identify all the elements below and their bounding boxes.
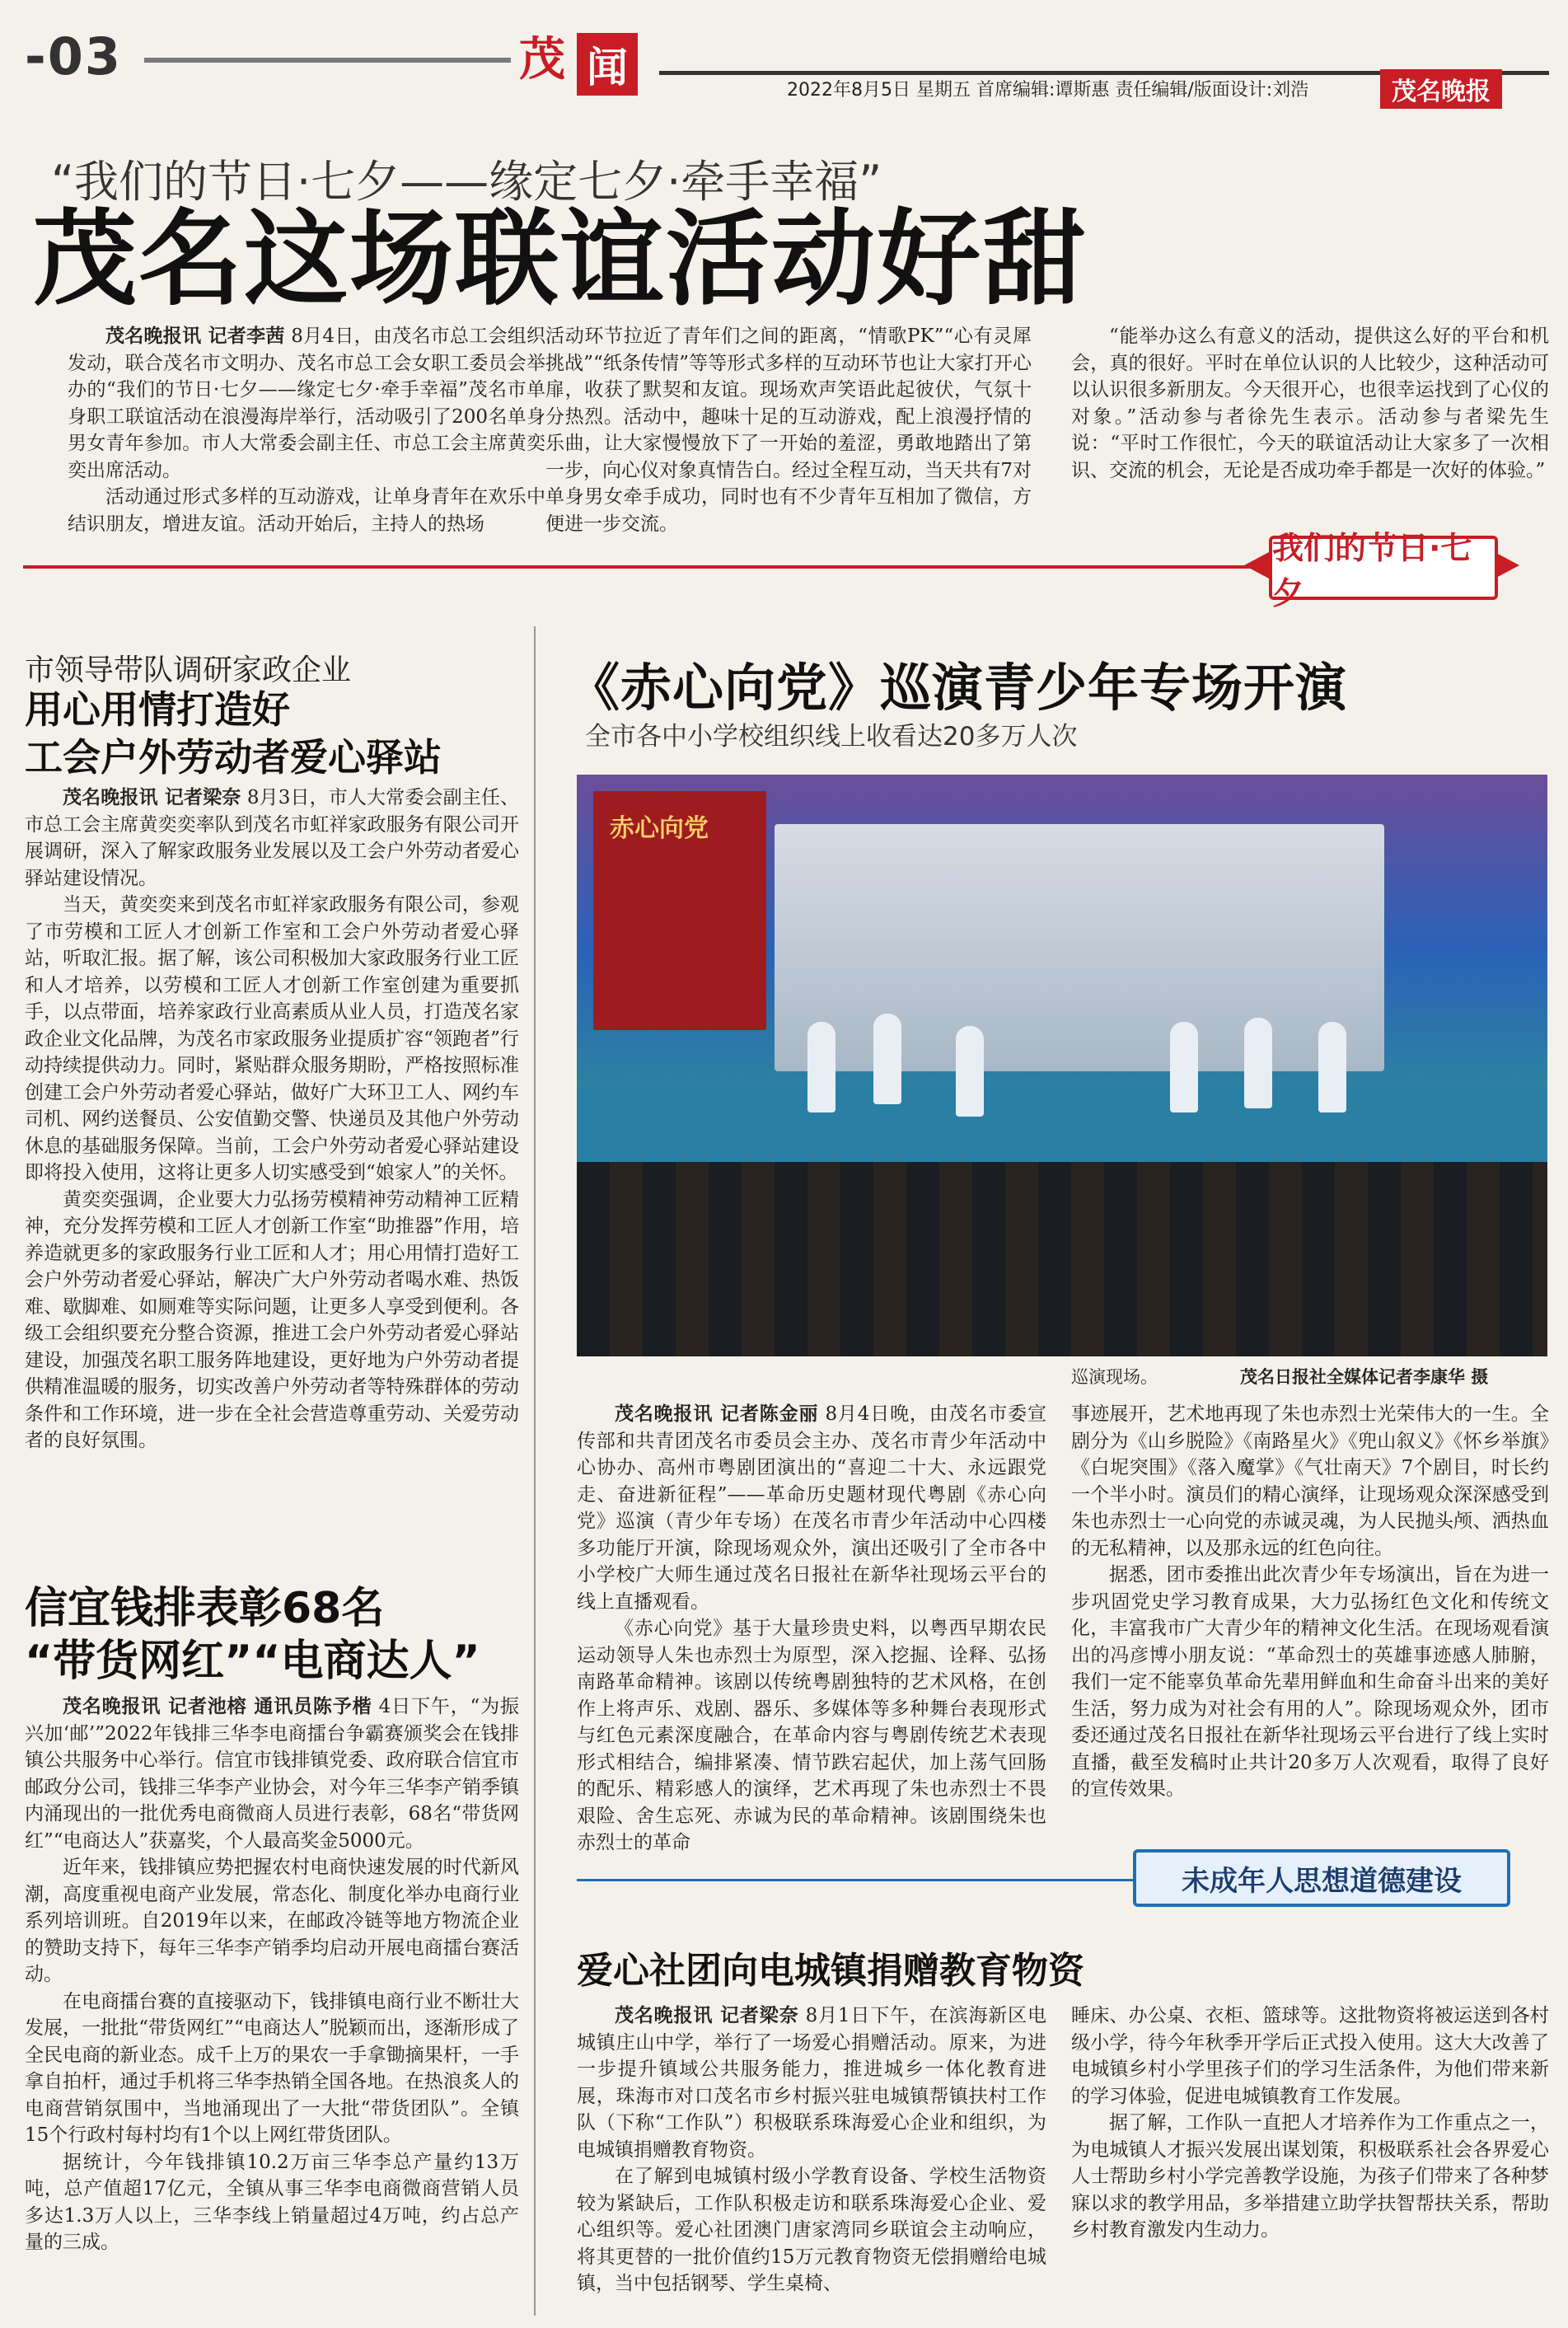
qixi-badge xyxy=(1236,518,1524,611)
lead-divider-rule xyxy=(23,565,1251,569)
left1-byline: 茂名晚报讯 记者梁奈 xyxy=(63,787,241,808)
left2-p2: 近年来，钱排镇应势把握农村电商快速发展的时代新风潮，高度重视电商产业发展，常态化、制度化举办电商行业系列培训班。自2019年以来，在邮政冷链等地方物流企业的赞助支持下，每年三华李产销季均启动开展电商擂台赛活动。 xyxy=(25,1857,519,1985)
left1-p2: 当天，黄奕奕来到茂名市虹祥家政服务有限公司，参观了市劳模和工匠人才创新工作室和工会户外劳动者爱心驿站，听取汇报。据了解，该公司积极加大家政服务行业工匠和人才培养，以劳模和工匠人才创新工作室创建为重要抓手，以点带面，培养家政行业高素质从业人员，打造茂名家政企业文化品牌，为茂名市家政服务业提质扩容“领跑者”行动持续提供动力。同时，紧贴群众服务期盼，严格按照标准创建工会户外劳动者爱心驿站，做好广大环卫工人、网约车司机、网约送餐员、公安值勤交警、快递员及其他户外劳动休息的基础服务保障。当前，工会户外劳动者爱心驿站建设即将投入使用，这将让更多人切实感受到“娘家人”的关怀。 xyxy=(25,894,519,1183)
left2-headline-line1: 信宜钱排表彰68名 xyxy=(25,1584,385,1633)
photo-dancer xyxy=(1244,1018,1272,1108)
right1-p4: 据悉，团市委推出此次青少年专场演出，旨在为进一步巩固党史学习教育成果，大力弘扬红色文化和传统文化，丰富我市广大青少年的精神文化生活。在现场观看演出的冯彦博小朋友说：“革命烈士的英雄事迹感人肺腑，我们一定不能辜负革命先辈用鲜血和生命奋斗出来的美好生活，努力成为对社会有用的人”。除现场观众外，团市委还通过茂名日报社在新华社现场云平台进行了线上实时直播，截至发稿时止共计20多万人次观看，取得了良好的宣传效果。 xyxy=(1071,1564,1549,1800)
photo-red-banner xyxy=(593,791,766,1030)
right2-column-1 xyxy=(577,2002,1046,2298)
left2-body xyxy=(25,1693,519,2256)
right2-p2: 在了解到电城镇村级小学教育设备、学校生活物资较为紧缺后，工作队积极走访和联系珠海爱心企业、爱心组织等。爱心社团澳门唐家湾同乡联谊会主动响应，将其更替的一批价值约15万元教育物资无偿捐赠给电城镇，当中包括钢琴、学生桌椅、 xyxy=(577,2166,1046,2294)
lead-column-2 xyxy=(545,323,1032,537)
right2-p3: 睡床、办公桌、衣柜、篮球等。这批物资将被运送到各村级小学，待今年秋季开学后正式投入使用。这大大改善了电城镇乡村小学里孩子们的学习生活条件，为他们带来新的学习体验，促进电城镇教育工作发展。 xyxy=(1071,2005,1549,2107)
page-number: -03 xyxy=(25,26,123,87)
lead-column-1 xyxy=(68,323,545,537)
lead-col1-p2: 活动通过形式多样的互动游戏，让单身青年在欢乐中结识朋友，增进友谊。活动开始后，主持人的热场 xyxy=(68,486,545,535)
left2-p3: 在电商擂台赛的直接驱动下，钱排镇电商行业不断壮大发展，一批批“带货网红”“电商达人”脱颖而出，逐渐形成了全民电商的新业态。成千上万的果农一手拿锄摘果杆，一手拿自拍杆，通过手机将三华李热销全国各地。在热浪炙人的电商营销氛围中，当地涌现出了一大批“带货团队”。全镇15个行政村每村均有1个以上网红带货团队。 xyxy=(25,1990,519,2146)
right1-p3: 事迹展开，艺术地再现了朱也赤烈士光荣伟大的一生。全剧分为《山乡脱险》《南路星火》《兜山叙义》《怀乡举旗》《白坭突围》《落入魔掌》《气壮南天》7个剧目，时长约一个半小时。演员们的精心演绎，让现场观众深深感受到朱也赤烈士一心向党的赤诚灵魂，为人民抛头颅、洒热血的无私精神，以及那永远的红色向往。 xyxy=(1071,1403,1549,1559)
lead-column-3 xyxy=(1071,323,1549,484)
qixi-badge-label: 我们的节日·七夕 xyxy=(1269,536,1498,600)
right1-p1: 8月4日晚，由茂名市委宣传部和共青团茂名市委员会主办、茂名市青少年活动中心协办、高州市粤剧团演出的“喜迎二十大、永远跟党走、奋进新征程”——革命历史题材现代粤剧《赤心向党》巡演（青少年专场）在茂名市青少年活动中心四楼多功能厅开演，除现场观众外，演出还吸引了全市各中小学校广大师生通过茂名日报社在新华社现场云平台的线上直播观看。 xyxy=(577,1403,1046,1613)
left1-body xyxy=(25,785,519,1454)
lead-col2-text: 活动环节拉近了青年们之间的距离，“情歌PK”“心有灵犀挑战”“纸条传情”等等形式多样的互动环节也让大家打开心扉，收获了默契和友谊。现场欢声笑语此起彼伏，气氛十分热烈。活动中，趣味十足的互动游戏，配上浪漫抒情的乐曲，让大家慢慢放下了一开始的羞涩，勇敢地踏出了第一步，向心仪对象真情告白。经过全程互动，当天共有7对单身男女牵手成功，同时也有不少青年互相加了微信，方便进一步交流。 xyxy=(545,326,1032,535)
photo-dancer xyxy=(873,1014,901,1104)
photo-caption: 巡演现场。 xyxy=(1071,1367,1158,1387)
column-divider xyxy=(534,626,536,2316)
moral-badge xyxy=(1133,1846,1520,1912)
left1-p3: 黄奕奕强调，企业要大力弘扬劳模精神劳动精神工匠精神，充分发挥劳模和工匠人才创新工作室“助推器”作用，培养造就更多的家政服务行业工匠和人才；用心用情打造好工会户外劳动者爱心驿站，解决广大户外劳动者喝水难、热饭难、歇脚难、如厕难等实际问题，让更多人享受到便利。各级工会组织要充分整合资源，推进工会户外劳动者爱心驿站建设，加强茂名职工服务阵地建设，更好地为户外劳动者提供精准温暖的服务，切实改善户外劳动者等特殊群体的劳动条件和工作环境，进一步在全社会营造尊重劳动、关爱劳动者的良好氛围。 xyxy=(25,1188,519,1451)
left2-headline-line2: “带货网红”“电商达人” xyxy=(25,1637,480,1686)
left2-p4: 据统计，今年钱排镇10.2万亩三华李总产量约13万吨，总产值超17亿元，全镇从事三华李电商微商营销人员多达1.3万人以上，三华李线上销量超过4万吨，约占总产量的三成。 xyxy=(25,2151,519,2253)
photo-dancer xyxy=(807,1022,835,1112)
masthead-rule xyxy=(144,58,511,63)
moral-rule xyxy=(577,1879,1137,1881)
photo-audience xyxy=(577,1162,1547,1356)
right2-p4: 据了解，工作队一直把人才培养作为工作重点之一，为电城镇人才振兴发展出谋划策，积极联系社会各界爱心人士帮助乡村小学完善教学设施，为孩子们带来了各种梦寐以求的教学用品，多举措建立助学扶智帮扶关系，帮助乡村教育激发内生动力。 xyxy=(1071,2112,1549,2241)
left1-headline-line1: 用心用情打造好 xyxy=(25,687,290,732)
right1-column-1 xyxy=(577,1401,1046,1857)
photo-stage-screen xyxy=(775,824,1384,1071)
left2-byline: 茂名晚报讯 记者池榕 通讯员陈予楷 xyxy=(63,1696,372,1717)
left2-p1: 4日下午，“为振兴加‘邮’”2022年钱排三华李电商擂台争霸赛颁奖会在钱排镇公共服务中心举行。信宜市钱排镇党委、政府联合信宜市邮政分公司，钱排三华李产业协会，对今年三华李产销季镇内涌现出的一批优秀电商微商人员进行表彰，68名“带货网红”“电商达人”获嘉奖，个人最高奖金5000元。 xyxy=(25,1696,520,1852)
left1-headline xyxy=(25,686,442,781)
right1-subhead: 全市各中小学校组织线上收看达20多万人次 xyxy=(585,722,1078,752)
right2-column-2 xyxy=(1071,2002,1549,2244)
right1-byline: 茂名晚报讯 记者陈金丽 xyxy=(615,1403,819,1425)
photo-stage-floor xyxy=(577,1088,1547,1170)
lead-col1-p1: 8月4日，由茂名市总工会组织发动，联合茂名市文明办、茂名市总工会女职工委员会举办的“我们的节日·七夕——缘定七夕·牵手幸福”茂名市单身职工联谊活动在浪漫海岸举行，活动吸引了200名单身男女青年参加。市人大常委会副主任、市总工会主席黄奕奕出席活动。 xyxy=(68,326,545,481)
photo-dancer xyxy=(1170,1022,1198,1112)
right2-byline: 茂名晚报讯 记者梁奈 xyxy=(615,2005,799,2026)
photo-credit: 茂名日报社全媒体记者李康华 摄 xyxy=(1240,1367,1489,1387)
left1-p1: 8月3日，市人大常委会副主任、市总工会主席黄奕奕率队到茂名市虹祥家政服务有限公司开展调研，深入了解家政服务业发展以及工会户外劳动者爱心驿站建设情况。 xyxy=(25,787,519,889)
lead-col3-text: “能举办这么有意义的活动，提供这么好的平台和机会，真的很好。平时在单位认识的人比较少，这种活动可以认识很多新朋友。今天很开心，也很幸运找到了心仪的对象。”活动参与者徐先生表示。活动参与者梁先生说：“平时工作很忙，今天的联谊活动让大家多了一次相识、交流的机会，无论是否成功牵手都是一次好的体验。” xyxy=(1071,326,1549,481)
photo-dancer xyxy=(956,1026,984,1117)
lead-kicker: “我们的节日·七夕——缘定七夕·牵手幸福” xyxy=(51,156,882,208)
right1-p2: 《赤心向党》基于大量珍贵史料，以粤西早期农民运动领导人朱也赤烈士为原型，深入挖掘、诠释、弘扬南路革命精神。该剧以传统粤剧独特的艺术风格，在创作上将声乐、戏剧、器乐、多媒体等多种舞台表现形式与红色元素深度融合，在革命内容与粤剧传统艺术表现形式相结合，编排紧凑、情节跌宕起伏，加上荡气回肠的配乐、精彩感人的演绎，艺术再现了朱也赤烈士不畏艰险、舍生忘死、赤诚为民的革命精神。该剧围绕朱也赤烈士的革命 xyxy=(577,1618,1046,1853)
right2-headline: 爱心社团向电城镇捐赠教育物资 xyxy=(577,1950,1084,1992)
photo-banner-text: 赤心向党 xyxy=(610,814,709,843)
lead-byline: 茂名晚报讯 记者李茜 xyxy=(105,326,285,347)
section-title-char2: 闻 xyxy=(577,33,638,96)
photo-dancer xyxy=(1318,1022,1346,1112)
stage-photo xyxy=(577,775,1547,1356)
lead-headline: 茂名这场联谊活动好甜 xyxy=(33,199,1088,320)
section-title-char1: 茂 xyxy=(519,33,565,87)
left1-kicker: 市领导带队调研家政企业 xyxy=(25,653,352,687)
left2-headline xyxy=(25,1582,480,1688)
left1-headline-line2: 工会户外劳动者爱心驿站 xyxy=(25,735,442,780)
right2-p1: 8月1日下午，在滨海新区电城镇庄山中学，举行了一场爱心捐赠活动。原来，为进一步提升镇域公共服务能力，推进城乡一体化教育进展，珠海市对口茂名市乡村振兴驻电城镇帮镇扶村工作队（下称“工作队”）积极联系珠海爱心企业和组织，为电城镇捐赠教育物资。 xyxy=(577,2005,1046,2161)
dateline: 2022年8月5日 星期五 首席编辑:谭斯惠 责任编辑/版面设计:刘浩 xyxy=(787,80,1309,101)
moral-badge-label: 未成年人思想道德建设 xyxy=(1133,1849,1510,1907)
right1-column-2 xyxy=(1071,1401,1549,1803)
right1-headline: 《赤心向党》巡演青少年专场开演 xyxy=(569,658,1348,718)
paper-logo: 茂名晚报 xyxy=(1380,69,1502,109)
